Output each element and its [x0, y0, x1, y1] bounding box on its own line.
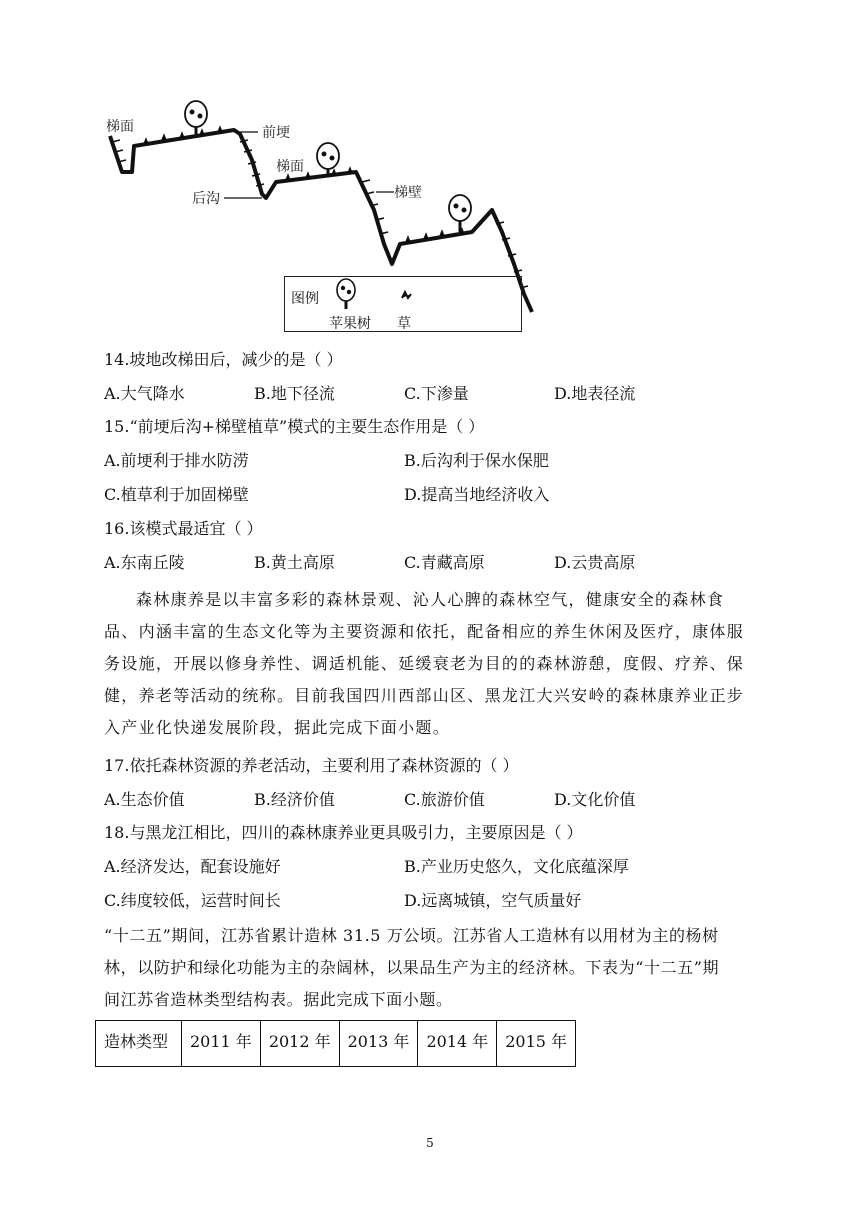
terrace-diagram: [100, 94, 540, 340]
label-terrace-wall: 梯壁: [394, 185, 422, 201]
question-14-stem: 14.坡地改梯田后，减少的是（ ）: [104, 350, 343, 369]
label-back-ditch: 后沟: [192, 191, 220, 207]
table-header-cell: 2013 年: [339, 1021, 418, 1067]
table-header-row: [96, 1021, 576, 1067]
figure-legend: [284, 276, 522, 332]
jiangsu-afforestation-passage: [104, 920, 784, 1016]
q16-option-a: A.东南丘陵: [104, 553, 185, 572]
label-terrace-surface-2: 梯面: [276, 159, 304, 175]
q18-option-c: C.纬度较低，运营时间长: [104, 891, 281, 910]
passage2-line: 林，以防护和绿化功能为主的杂阔林，以果品生产为主的经济林。下表为“十二五”期: [104, 958, 720, 977]
q18-option-b: B.产业历史悠久，文化底蕴深厚: [404, 857, 629, 876]
passage1-line: 品、内涵丰富的生态文化等为主要资源和依托，配备相应的养生休闲及医疗，康体服: [104, 622, 745, 641]
q15-option-c: C.植草利于加固梯壁: [104, 485, 249, 504]
table-header-cell: 造林类型: [96, 1021, 182, 1067]
q18-option-d: D.远离城镇，空气质量好: [404, 891, 582, 910]
passage2-line: 间江苏省造林类型结构表。据此完成下面小题。: [104, 990, 453, 1009]
q18-option-a: A.经济发达，配套设施好: [104, 857, 281, 876]
question-17-stem: 17.依托森林资源的养老活动，主要利用了森林资源的（ ）: [104, 756, 519, 775]
legend-grass-label: 草: [397, 316, 411, 332]
passage2-line: “十二五”期间，江苏省累计造林 31.5 万公顷。江苏省人工造林有以用材为主的杨树: [104, 926, 719, 945]
question-15-stem: 15.“前埂后沟+梯壁植草”模式的主要生态作用是（ ）: [104, 417, 485, 436]
label-terrace-surface: 梯面: [106, 119, 134, 135]
q16-option-d: D.云贵高原: [554, 553, 636, 572]
passage1-line: 森林康养是以丰富多彩的森林景观、沁人心脾的森林空气，健康安全的森林食: [136, 590, 725, 609]
legend-title: 图例: [291, 291, 319, 307]
q17-option-d: D.文化价值: [554, 790, 636, 809]
q14-option-d: D.地表径流: [554, 384, 636, 403]
apple-tree-icon: [449, 195, 471, 232]
table-header-cell: 2015 年: [497, 1021, 576, 1067]
afforestation-type-table: [95, 1020, 576, 1067]
q16-option-c: C.青藏高原: [404, 553, 485, 572]
forest-wellness-passage: [104, 584, 754, 744]
passage1-line: 入产业化快递发展阶段，据此完成下面小题。: [104, 718, 451, 737]
question-16-stem: 16.该模式最适宜（ ）: [104, 519, 263, 538]
page-number: 5: [426, 1136, 434, 1150]
q15-option-d: D.提高当地经济收入: [404, 485, 550, 504]
q14-option-b: B.地下径流: [254, 384, 335, 403]
apple-tree-icon: [185, 101, 207, 136]
label-front-ridge: 前埂: [262, 125, 290, 141]
q17-option-a: A.生态价值: [104, 790, 185, 809]
passage1-line: 健，养老等活动的统称。目前我国四川西部山区、黑龙江大兴安岭的森林康养业正步: [104, 686, 745, 705]
table-header-cell: 2012 年: [260, 1021, 339, 1067]
q14-option-c: C.下渗量: [404, 384, 469, 403]
q15-option-b: B.后沟利于保水保肥: [404, 451, 549, 470]
q15-option-a: A.前埂利于排水防涝: [104, 451, 249, 470]
q16-option-b: B.黄土高原: [254, 553, 335, 572]
passage1-line: 务设施，开展以修身养性、调适机能、延缓衰老为目的的森林游憩，度假、疗养、保: [104, 654, 745, 673]
q17-option-c: C.旅游价值: [404, 790, 485, 809]
q14-option-a: A.大气降水: [104, 384, 185, 403]
q17-option-b: B.经济价值: [254, 790, 335, 809]
apple-tree-icon: [317, 143, 339, 176]
table-header-cell: 2014 年: [418, 1021, 497, 1067]
legend-apple-tree-label: 苹果树: [329, 316, 371, 332]
table-header-cell: 2011 年: [182, 1021, 261, 1067]
question-18-stem: 18.与黑龙江相比，四川的森林康养业更具吸引力，主要原因是（ ）: [104, 823, 583, 842]
